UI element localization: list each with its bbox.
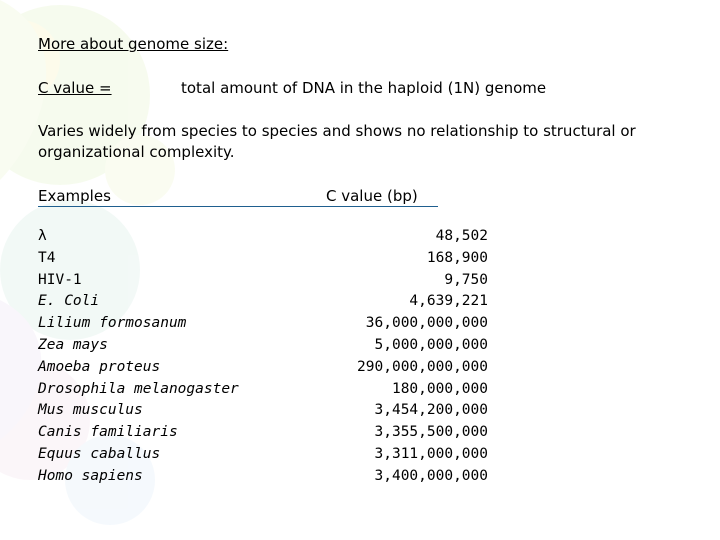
species-name: E. Coli (38, 293, 100, 310)
species-name: T4 (38, 249, 56, 266)
species-name: Equus caballus (38, 445, 161, 462)
table-header (38, 186, 438, 207)
species-name: Zea mays (38, 336, 108, 353)
c-value: 180,000,000 (391, 380, 488, 397)
c-value: 290,000,000,000 (357, 358, 488, 375)
c-value: 36,000,000,000 (365, 315, 488, 332)
species-name: Canis familiaris (38, 424, 178, 441)
species-name: Lilium formosanum (38, 315, 187, 332)
species-name: HIV-1 (38, 271, 82, 288)
c-value: 4,639,221 (409, 293, 488, 310)
c-value: 3,311,000,000 (374, 445, 488, 462)
c-value: 5,000,000,000 (374, 336, 488, 353)
description-text: Varies widely from species to species and shows no relationship to structural or organizational complexity. (38, 122, 636, 161)
c-value: 48,502 (435, 228, 488, 244)
species-name: Amoeba proteus (38, 358, 161, 375)
c-value: 3,400,000,000 (374, 467, 488, 484)
c-value: 9,750 (444, 271, 488, 288)
species-name: Homo sapiens (38, 467, 143, 484)
species-name: Mus musculus (38, 402, 143, 419)
c-value-column (300, 226, 488, 488)
species-name: Drosophila melanogaster (38, 380, 239, 397)
page-title: More about genome size: (38, 35, 229, 53)
header-examples: Examples (38, 187, 111, 205)
species-name: λ (38, 228, 47, 244)
c-value: 3,355,500,000 (374, 424, 488, 441)
definition-text: total amount of DNA in the haploid (1N) genome (181, 79, 547, 97)
c-value: 3,454,200,000 (374, 402, 488, 419)
c-value: 168,900 (426, 249, 488, 266)
species-name-column (38, 226, 239, 488)
header-c-value: C value (bp) (326, 187, 418, 205)
definition-term: C value = (38, 79, 112, 97)
